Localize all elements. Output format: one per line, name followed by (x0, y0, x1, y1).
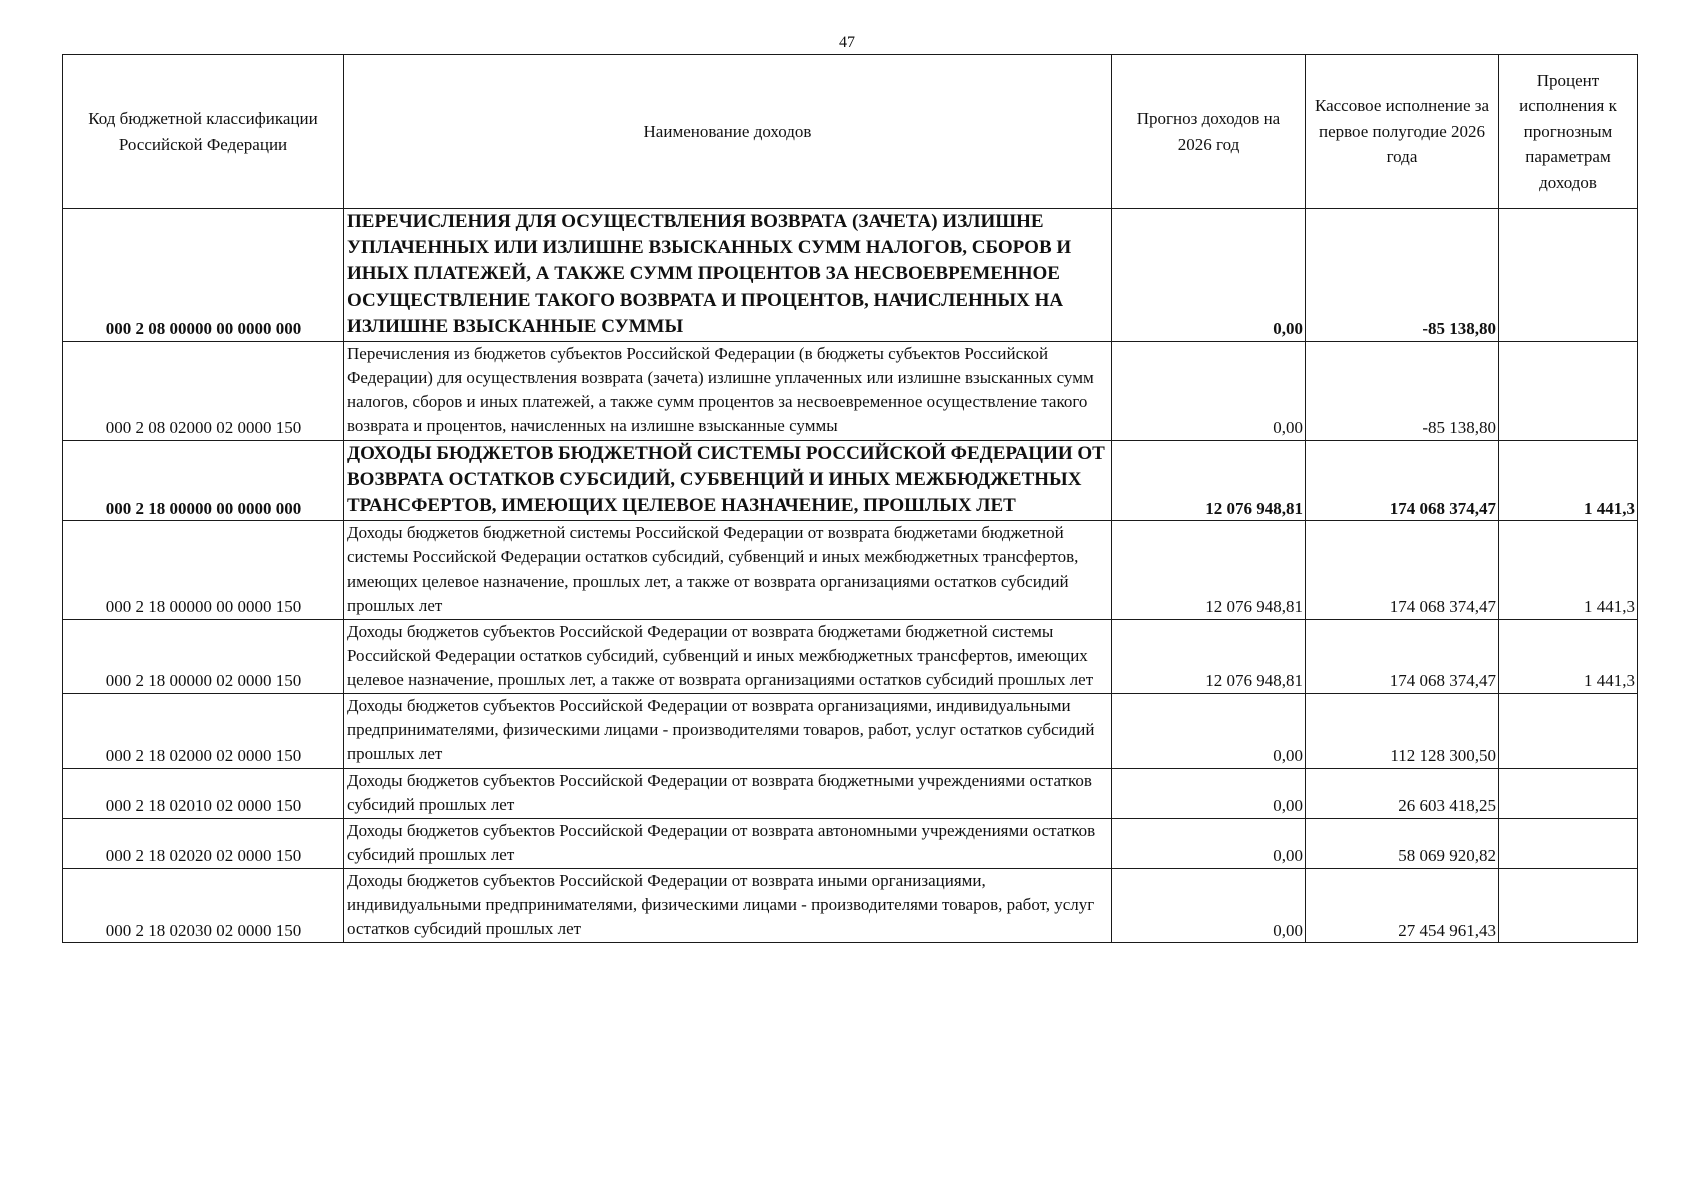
row-code: 000 2 08 02000 02 0000 150 (63, 342, 344, 441)
table-row (63, 694, 1638, 768)
row-code: 000 2 18 02000 02 0000 150 (63, 694, 344, 768)
row-execution: -85 138,80 (1306, 342, 1499, 441)
row-code: 000 2 18 00000 02 0000 150 (63, 619, 344, 693)
row-percent (1499, 209, 1638, 342)
row-plan: 0,00 (1112, 818, 1306, 868)
table-row (63, 619, 1638, 693)
row-code: 000 2 18 00000 00 0000 000 (63, 440, 344, 521)
row-name: Доходы бюджетов субъектов Российской Федерации от возврата бюджетами бюджетной системы Российской Федерации остатков субсидий, субвенций и иных межбюджетных трансфертов, имеющих целевое назначение, прошлых лет, а также от возврата организациями остатков субсидий прошлых лет (344, 619, 1112, 693)
row-code: 000 2 18 02030 02 0000 150 (63, 869, 344, 943)
row-code: 000 2 18 02020 02 0000 150 (63, 818, 344, 868)
row-plan: 12 076 948,81 (1112, 619, 1306, 693)
row-plan: 12 076 948,81 (1112, 521, 1306, 620)
row-execution: 26 603 418,25 (1306, 768, 1499, 818)
row-execution: 174 068 374,47 (1306, 440, 1499, 521)
row-name: ПЕРЕЧИСЛЕНИЯ ДЛЯ ОСУЩЕСТВЛЕНИЯ ВОЗВРАТА (ЗАЧЕТА) ИЗЛИШНЕ УПЛАЧЕННЫХ ИЛИ ИЗЛИШНЕ ВЗЫСКАННЫХ СУММ НАЛОГОВ, СБОРОВ И ИНЫХ ПЛАТЕЖЕЙ, А ТАКЖЕ СУММ ПРОЦЕНТОВ ЗА НЕСВОЕВРЕМЕННОЕ ОСУЩЕСТВЛЕНИЕ ТАКОГО ВОЗВРАТА И ПРОЦЕНТОВ, НАЧИСЛЕННЫХ НА ИЗЛИШНЕ ВЗЫСКАННЫЕ СУММЫ (344, 209, 1112, 342)
row-percent (1499, 818, 1638, 868)
header-execution: Кассовое исполнение за первое полугодие 2026 года (1306, 55, 1499, 209)
budget-revenue-table (62, 54, 1638, 943)
row-percent (1499, 869, 1638, 943)
row-plan: 12 076 948,81 (1112, 440, 1306, 521)
row-code: 000 2 18 00000 00 0000 150 (63, 521, 344, 620)
table-row (63, 342, 1638, 441)
row-name: Доходы бюджетов субъектов Российской Федерации от возврата бюджетными учреждениями остатков субсидий прошлых лет (344, 768, 1112, 818)
row-plan: 0,00 (1112, 768, 1306, 818)
header-name: Наименование доходов (344, 55, 1112, 209)
row-percent: 1 441,3 (1499, 521, 1638, 620)
row-code: 000 2 08 00000 00 0000 000 (63, 209, 344, 342)
table-row (63, 768, 1638, 818)
row-code: 000 2 18 02010 02 0000 150 (63, 768, 344, 818)
row-execution: 58 069 920,82 (1306, 818, 1499, 868)
row-name: Доходы бюджетов субъектов Российской Федерации от возврата автономными учреждениями остатков субсидий прошлых лет (344, 818, 1112, 868)
page-number: 47 (839, 34, 855, 51)
table-body (63, 209, 1638, 943)
row-execution: 174 068 374,47 (1306, 521, 1499, 620)
row-execution: 112 128 300,50 (1306, 694, 1499, 768)
row-execution: -85 138,80 (1306, 209, 1499, 342)
table-row (63, 440, 1638, 521)
row-name: Доходы бюджетов субъектов Российской Федерации от возврата организациями, индивидуальными предпринимателями, физическими лицами - производителями товаров, работ, услуг остатков субсидий прошлых лет (344, 694, 1112, 768)
table-header-row (63, 55, 1638, 209)
row-percent: 1 441,3 (1499, 619, 1638, 693)
table-row (63, 209, 1638, 342)
header-percent: Процент исполнения к прогнозным параметрам доходов (1499, 55, 1638, 209)
row-name: Перечисления из бюджетов субъектов Российской Федерации (в бюджеты субъектов Российской Федерации) для осуществления возврата (зачета) излишне уплаченных или излишне взысканных сумм налогов, сборов и иных платежей, а также сумм процентов за несвоевременное осуществление такого возврата и процентов, начисленных на излишне взысканные суммы (344, 342, 1112, 441)
row-name: Доходы бюджетов бюджетной системы Российской Федерации от возврата бюджетами бюджетной системы Российской Федерации остатков субсидий, субвенций и иных межбюджетных трансфертов, имеющих целевое назначение, прошлых лет, а также от возврата организациями остатков субсидий прошлых лет (344, 521, 1112, 620)
row-execution: 27 454 961,43 (1306, 869, 1499, 943)
row-plan: 0,00 (1112, 869, 1306, 943)
row-name: Доходы бюджетов субъектов Российской Федерации от возврата иными организациями, индивидуальными предпринимателями, физическими лицами - производителями товаров, работ, услуг остатков субсидий прошлых лет (344, 869, 1112, 943)
row-plan: 0,00 (1112, 209, 1306, 342)
row-percent: 1 441,3 (1499, 440, 1638, 521)
row-name: ДОХОДЫ БЮДЖЕТОВ БЮДЖЕТНОЙ СИСТЕМЫ РОССИЙСКОЙ ФЕДЕРАЦИИ ОТ ВОЗВРАТА ОСТАТКОВ СУБСИДИЙ, СУБВЕНЦИЙ И ИНЫХ МЕЖБЮДЖЕТНЫХ ТРАНСФЕРТОВ, ИМЕЮЩИХ ЦЕЛЕВОЕ НАЗНАЧЕНИЕ, ПРОШЛЫХ ЛЕТ (344, 440, 1112, 521)
header-code: Код бюджетной классификации Российской Федерации (63, 55, 344, 209)
table-row (63, 521, 1638, 620)
row-percent (1499, 694, 1638, 768)
header-plan: Прогноз доходов на 2026 год (1112, 55, 1306, 209)
row-plan: 0,00 (1112, 694, 1306, 768)
table-row (63, 869, 1638, 943)
row-percent (1499, 342, 1638, 441)
row-plan: 0,00 (1112, 342, 1306, 441)
row-execution: 174 068 374,47 (1306, 619, 1499, 693)
row-percent (1499, 768, 1638, 818)
table-row (63, 818, 1638, 868)
